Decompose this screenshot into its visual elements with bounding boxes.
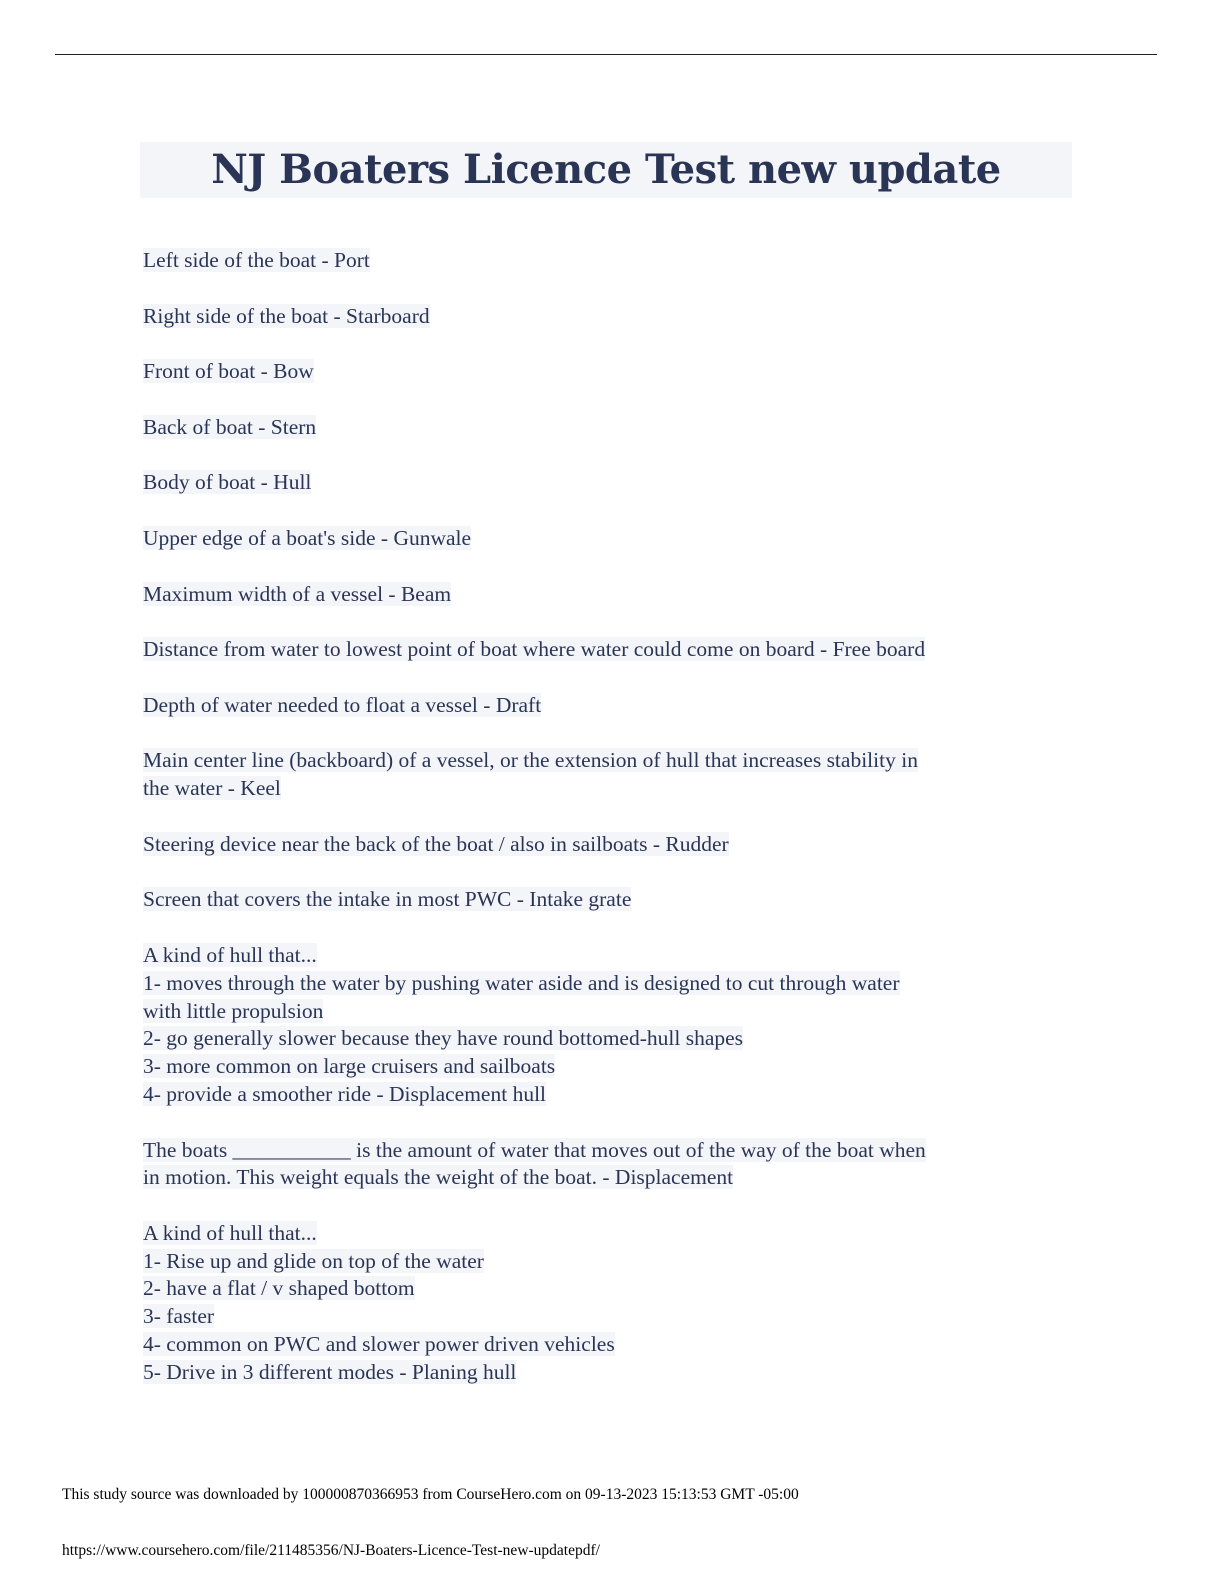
qa-item [143, 1220, 1063, 1387]
qa-item [143, 581, 1063, 609]
qa-line: Screen that covers the intake in most PWC - Intake grate [143, 887, 632, 912]
qa-line: Body of boat - Hull [143, 470, 312, 495]
qa-line: Steering device near the back of the boat / also in sailboats - Rudder [143, 831, 729, 856]
qa-item [143, 469, 1063, 497]
qa-line-wrapper [143, 636, 1063, 664]
qa-line: Upper edge of a boat's side - Gunwale [143, 525, 472, 550]
qa-line-wrapper [143, 970, 1063, 998]
qa-item [143, 414, 1063, 442]
qa-line: Maximum width of a vessel - Beam [143, 581, 452, 606]
qa-line-wrapper [143, 942, 1063, 970]
qa-item [143, 942, 1063, 1109]
qa-line-wrapper [143, 1137, 1063, 1165]
qa-line: Back of boat - Stern [143, 414, 317, 439]
qa-line-wrapper [143, 1053, 1063, 1081]
qa-line-wrapper [143, 414, 1063, 442]
qa-item [143, 831, 1063, 859]
qa-line: Depth of water needed to float a vessel - Draft [143, 692, 542, 717]
qa-line: 2- have a flat / v shaped bottom [143, 1276, 415, 1301]
qa-item [143, 303, 1063, 331]
qa-line-wrapper [143, 886, 1063, 914]
qa-line: 3- more common on large cruisers and sailboats [143, 1054, 556, 1079]
document-title: NJ Boaters Licence Test new update [211, 146, 1001, 193]
qa-line: The boats ___________ is the amount of water that moves out of the way of the boat when [143, 1137, 926, 1162]
qa-line-wrapper [143, 1359, 1063, 1387]
qa-item [143, 1137, 1063, 1193]
qa-line-wrapper [143, 1164, 1063, 1192]
qa-line: A kind of hull that... [143, 1220, 317, 1245]
qa-line-wrapper [143, 1081, 1063, 1109]
qa-line-wrapper [143, 1025, 1063, 1053]
qa-line-wrapper [143, 831, 1063, 859]
qa-line: 1- Rise up and glide on top of the water [143, 1248, 484, 1273]
qa-line: 4- common on PWC and slower power driven vehicles [143, 1332, 615, 1357]
qa-line-wrapper [143, 998, 1063, 1026]
qa-item [143, 886, 1063, 914]
qa-line: the water - Keel [143, 776, 281, 801]
qa-line-wrapper [143, 303, 1063, 331]
qa-line-wrapper [143, 1303, 1063, 1331]
qa-line-wrapper [143, 1248, 1063, 1276]
qa-line-wrapper [143, 692, 1063, 720]
qa-line: 1- moves through the water by pushing water aside and is designed to cut through water [143, 970, 900, 995]
qa-line: Main center line (backboard) of a vessel, or the extension of hull that increases stability in [143, 748, 918, 773]
qa-line: A kind of hull that... [143, 942, 317, 967]
qa-line: 3- faster [143, 1304, 215, 1329]
title-banner [140, 142, 1072, 198]
qa-line-wrapper [143, 247, 1063, 275]
qa-line: 4- provide a smoother ride - Displacement hull [143, 1081, 547, 1106]
qa-line-wrapper [143, 747, 1063, 775]
qa-item [143, 247, 1063, 275]
qa-line-wrapper [143, 469, 1063, 497]
qa-line-wrapper [143, 1331, 1063, 1359]
qa-line: in motion. This weight equals the weight of the boat. - Displacement [143, 1165, 734, 1190]
footer-url: https://www.coursehero.com/file/211485356/NJ-Boaters-Licence-Test-new-updatepdf/ [62, 1542, 600, 1559]
qa-line-wrapper [143, 358, 1063, 386]
qa-line-wrapper [143, 1220, 1063, 1248]
qa-item [143, 747, 1063, 803]
qa-line: Distance from water to lowest point of boat where water could come on board - Free board [143, 637, 926, 662]
qa-list [143, 247, 1063, 1414]
qa-line: Right side of the boat - Starboard [143, 303, 430, 328]
footer-source-notice: This study source was downloaded by 100000870366953 from CourseHero.com on 09-13-2023 15:13:53 GMT -05:00 [62, 1486, 799, 1503]
qa-item [143, 525, 1063, 553]
qa-line: Front of boat - Bow [143, 359, 314, 384]
qa-item [143, 636, 1063, 664]
qa-line: 5- Drive in 3 different modes - Planing hull [143, 1359, 517, 1384]
qa-line-wrapper [143, 581, 1063, 609]
qa-line: Left side of the boat - Port [143, 248, 370, 272]
qa-line: with little propulsion [143, 998, 324, 1023]
qa-line-wrapper [143, 525, 1063, 553]
top-divider [55, 54, 1157, 55]
qa-item [143, 358, 1063, 386]
qa-item [143, 692, 1063, 720]
qa-line-wrapper [143, 1275, 1063, 1303]
qa-line: 2- go generally slower because they have round bottomed-hull shapes [143, 1026, 744, 1051]
qa-line-wrapper [143, 775, 1063, 803]
